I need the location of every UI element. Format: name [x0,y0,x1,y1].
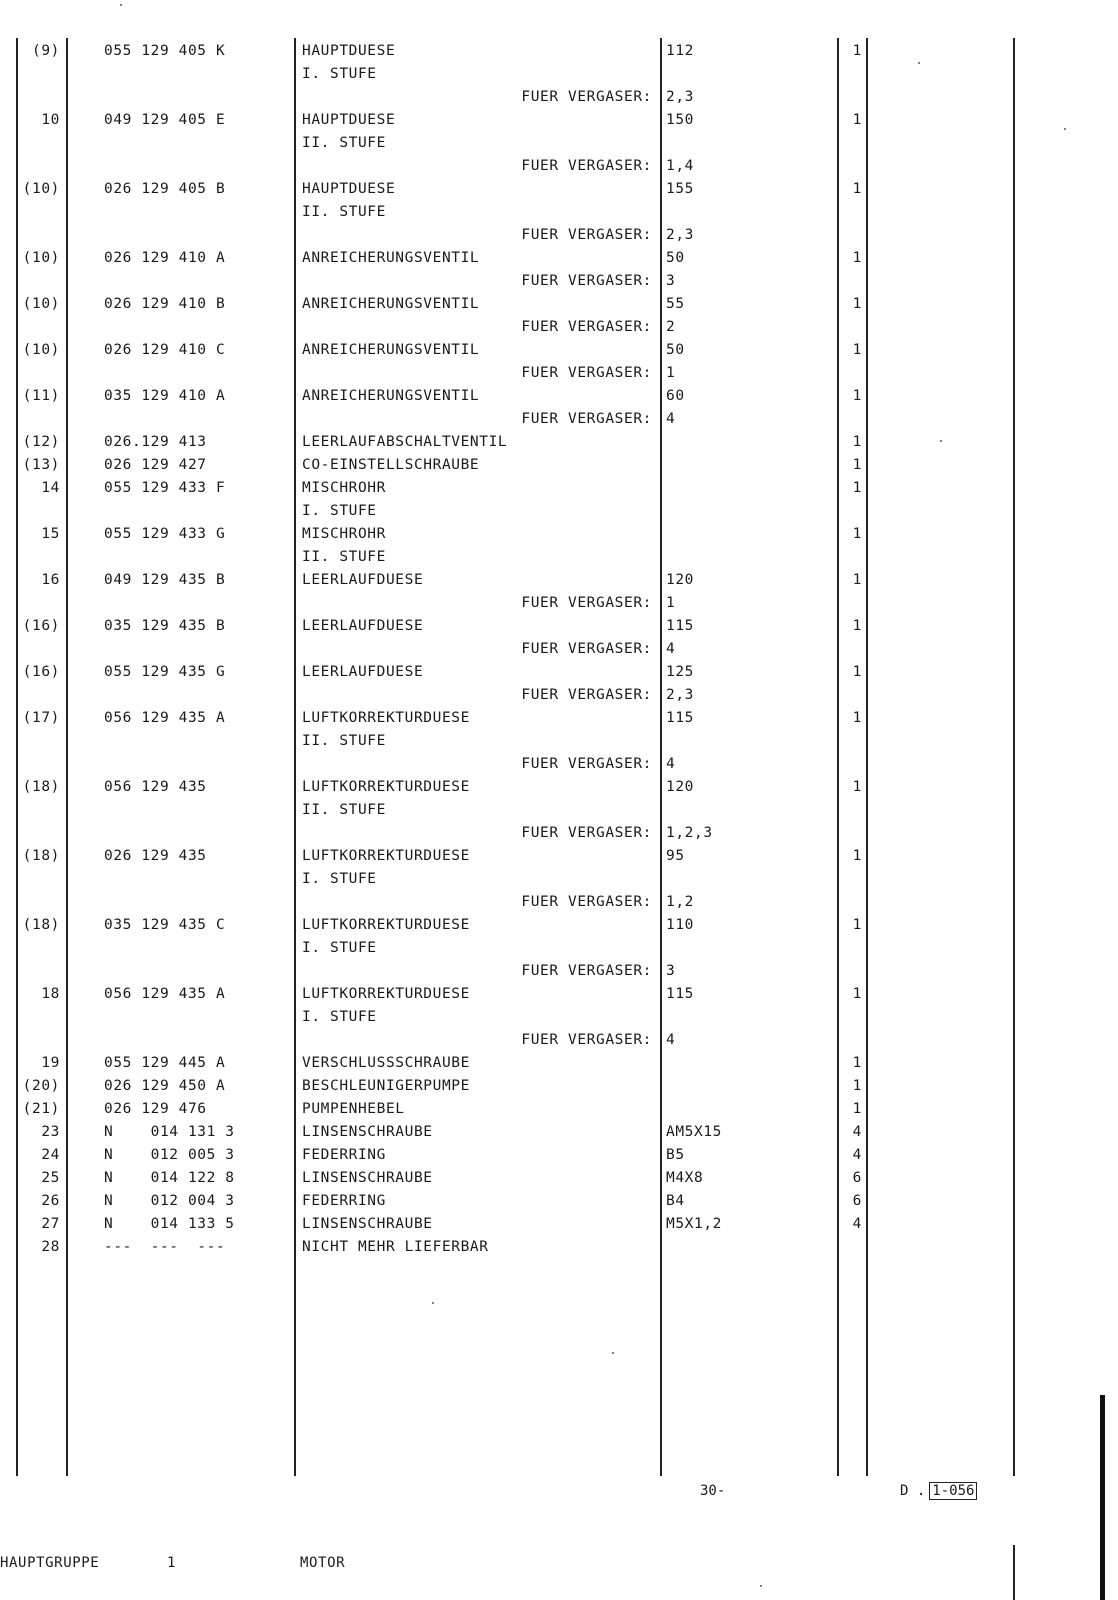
description: LINSENSCHRAUBE [302,1216,433,1232]
description: LEERLAUFABSCHALTVENTIL [302,434,508,450]
size-value: 2,3 [666,89,694,105]
position-number: (9) [32,43,60,59]
table-row [0,914,1040,937]
quantity: 1 [852,986,862,1002]
carburetor-note: FUER VERGASER: [521,319,652,335]
carburetor-note: FUER VERGASER: [521,687,652,703]
quantity: 1 [852,572,862,588]
part-number: 026 129 410 A [104,250,226,266]
position-number: (10) [22,342,60,358]
table-row [0,569,1040,592]
position-number: (10) [22,250,60,266]
size-value: AM5X15 [666,1124,722,1140]
quantity: 4 [852,1216,862,1232]
carburetor-note: FUER VERGASER: [521,365,652,381]
part-number: 049 129 405 E [104,112,226,128]
scan-speck [760,1585,762,1587]
table-row [0,592,1040,615]
quantity: 1 [852,618,862,634]
table-row [0,730,1040,753]
position-number: 24 [41,1147,60,1163]
table-row [0,431,1040,454]
carburetor-note: FUER VERGASER: [521,411,652,427]
page-edge-bar [1100,1395,1105,1600]
carburetor-note: FUER VERGASER: [521,641,652,657]
size-value: 120 [666,572,694,588]
table-row [0,822,1040,845]
part-number: 056 129 435 [104,779,207,795]
scan-speck [612,1352,614,1354]
carburetor-note: FUER VERGASER: [521,756,652,772]
quantity: 1 [852,43,862,59]
description: LUFTKORREKTURDUESE [302,848,470,864]
quantity: 1 [852,664,862,680]
table-row [0,1075,1040,1098]
description: II. STUFE [302,204,386,220]
carburetor-note: FUER VERGASER: [521,894,652,910]
position-number: (20) [22,1078,60,1094]
scan-speck [940,440,942,442]
size-value: 155 [666,181,694,197]
table-row [0,845,1040,868]
description: LEERLAUFDUESE [302,618,424,634]
quantity: 4 [852,1147,862,1163]
description: I. STUFE [302,66,377,82]
quantity: 1 [852,779,862,795]
scan-speck [918,62,920,64]
table-row [0,1213,1040,1236]
quantity: 6 [852,1193,862,1209]
quantity: 1 [852,917,862,933]
table-row [0,339,1040,362]
size-value: 4 [666,756,676,772]
description: ANREICHERUNGSVENTIL [302,250,480,266]
description: ANREICHERUNGSVENTIL [302,342,480,358]
table-row [0,362,1040,385]
size-value: 4 [666,1032,676,1048]
size-value: 120 [666,779,694,795]
table-row [0,1098,1040,1121]
description: LEERLAUFDUESE [302,572,424,588]
table-row [0,1052,1040,1075]
carburetor-note: FUER VERGASER: [521,963,652,979]
table-row [0,960,1040,983]
table-row [0,109,1040,132]
size-value: 1,2 [666,894,694,910]
description: II. STUFE [302,802,386,818]
position-number: (12) [22,434,60,450]
part-number: 026 129 476 [104,1101,207,1117]
description: II. STUFE [302,135,386,151]
carburetor-note: FUER VERGASER: [521,595,652,611]
part-number: --- --- --- [104,1239,226,1255]
description: LUFTKORREKTURDUESE [302,986,470,1002]
description: LEERLAUFDUESE [302,664,424,680]
quantity: 4 [852,1124,862,1140]
table-row [0,1167,1040,1190]
table-row [0,293,1040,316]
description: ANREICHERUNGSVENTIL [302,296,480,312]
table-row [0,868,1040,891]
size-value: 1,2,3 [666,825,713,841]
carburetor-note: FUER VERGASER: [521,273,652,289]
page-code [900,1483,977,1499]
size-value: 1 [666,595,676,611]
carburetor-note: FUER VERGASER: [521,158,652,174]
description: PUMPENHEBEL [302,1101,405,1117]
description: II. STUFE [302,733,386,749]
carburetor-note: FUER VERGASER: [521,825,652,841]
position-number: (10) [22,296,60,312]
quantity: 1 [852,480,862,496]
size-value: 2,3 [666,687,694,703]
quantity: 6 [852,1170,862,1186]
position-number: (21) [22,1101,60,1117]
position-number: 26 [41,1193,60,1209]
position-number: 25 [41,1170,60,1186]
description: FEDERRING [302,1193,386,1209]
part-number: N 012 004 3 [104,1193,235,1209]
part-number: 026 129 410 C [104,342,226,358]
table-row [0,1006,1040,1029]
table-row [0,523,1040,546]
position-number: (10) [22,181,60,197]
size-value: 150 [666,112,694,128]
part-number: 055 129 445 A [104,1055,226,1071]
position-number: (11) [22,388,60,404]
table-row [0,500,1040,523]
table-row [0,776,1040,799]
size-value: 60 [666,388,685,404]
description: VERSCHLUSSSCHRAUBE [302,1055,470,1071]
page-code-prefix: D . [900,1483,926,1499]
main-group-number: 1 [167,1555,177,1571]
quantity: 1 [852,848,862,864]
size-value: 2,3 [666,227,694,243]
position-number: (16) [22,664,60,680]
table-row [0,201,1040,224]
description: FEDERRING [302,1147,386,1163]
position-number: (17) [22,710,60,726]
part-number: N 012 005 3 [104,1147,235,1163]
position-number: (18) [22,848,60,864]
description: BESCHLEUNIGERPUMPE [302,1078,470,1094]
size-value: 115 [666,618,694,634]
table-row [0,1029,1040,1052]
quantity: 1 [852,342,862,358]
position-number: 10 [41,112,60,128]
description: LUFTKORREKTURDUESE [302,779,470,795]
table-row [0,385,1040,408]
part-number: 026 129 435 [104,848,207,864]
position-number: (16) [22,618,60,634]
size-value: 125 [666,664,694,680]
part-number: 055 129 435 G [104,664,226,680]
part-number: 035 129 435 B [104,618,226,634]
part-number: 035 129 435 C [104,917,226,933]
table-row [0,40,1040,63]
table-row [0,1121,1040,1144]
quantity: 1 [852,457,862,473]
table-row [0,799,1040,822]
table-row [0,477,1040,500]
table-row [0,615,1040,638]
size-value: 1,4 [666,158,694,174]
description: I. STUFE [302,940,377,956]
description: MISCHROHR [302,526,386,542]
description: II. STUFE [302,549,386,565]
position-number: 27 [41,1216,60,1232]
position-number: 16 [41,572,60,588]
size-value: 110 [666,917,694,933]
part-number: 026 129 450 A [104,1078,226,1094]
description: HAUPTDUESE [302,112,396,128]
part-number: 056 129 435 A [104,710,226,726]
table-row [0,1144,1040,1167]
description: I. STUFE [302,1009,377,1025]
description: HAUPTDUESE [302,181,396,197]
size-value: 3 [666,273,676,289]
quantity: 1 [852,1055,862,1071]
table-row [0,454,1040,477]
part-number: N 014 133 5 [104,1216,235,1232]
table-row [0,247,1040,270]
position-number: (13) [22,457,60,473]
position-number: 18 [41,986,60,1002]
size-value: 115 [666,710,694,726]
part-number: 049 129 435 B [104,572,226,588]
main-group-name: MOTOR [300,1555,346,1571]
size-value: 1 [666,365,676,381]
size-value: M4X8 [666,1170,704,1186]
table-row [0,155,1040,178]
table-row [0,684,1040,707]
table-row [0,316,1040,339]
size-value: 2 [666,319,676,335]
page-number: 30- [700,1483,726,1499]
quantity: 1 [852,1101,862,1117]
position-number: (18) [22,917,60,933]
part-number: N 014 131 3 [104,1124,235,1140]
table-row [0,707,1040,730]
position-number: 15 [41,526,60,542]
table-row [0,408,1040,431]
table-row [0,638,1040,661]
table-row [0,1190,1040,1213]
size-value: 3 [666,963,676,979]
scan-speck [120,4,122,6]
quantity: 1 [852,710,862,726]
size-value: 4 [666,411,676,427]
scan-speck [1064,128,1066,130]
table-row [0,753,1040,776]
description: ANREICHERUNGSVENTIL [302,388,480,404]
quantity: 1 [852,181,862,197]
table-row [0,86,1040,109]
carburetor-note: FUER VERGASER: [521,1032,652,1048]
table-row [0,937,1040,960]
position-number: 28 [41,1239,60,1255]
carburetor-note: FUER VERGASER: [521,89,652,105]
description: I. STUFE [302,871,377,887]
table-row [0,224,1040,247]
quantity: 1 [852,388,862,404]
part-number: 026 129 410 B [104,296,226,312]
part-number: N 014 122 8 [104,1170,235,1186]
description: MISCHROHR [302,480,386,496]
size-value: 50 [666,250,685,266]
table-row [0,270,1040,293]
part-number: 055 129 433 F [104,480,226,496]
size-value: 4 [666,641,676,657]
part-number: 035 129 410 A [104,388,226,404]
quantity: 1 [852,250,862,266]
part-number: 026 129 405 B [104,181,226,197]
size-value: 55 [666,296,685,312]
carburetor-note: FUER VERGASER: [521,227,652,243]
part-number: 055 129 405 K [104,43,226,59]
size-value: M5X1,2 [666,1216,722,1232]
size-value: B4 [666,1193,685,1209]
quantity: 1 [852,526,862,542]
size-value: 95 [666,848,685,864]
description: LUFTKORREKTURDUESE [302,917,470,933]
table-row [0,178,1040,201]
description: LUFTKORREKTURDUESE [302,710,470,726]
quantity: 1 [852,1078,862,1094]
table-row [0,132,1040,155]
position-number: 23 [41,1124,60,1140]
description: HAUPTDUESE [302,43,396,59]
page-code-box: 1-056 [929,1482,977,1500]
description: NICHT MEHR LIEFERBAR [302,1239,489,1255]
description: I. STUFE [302,503,377,519]
description: LINSENSCHRAUBE [302,1124,433,1140]
table-row [0,983,1040,1006]
part-number: 055 129 433 G [104,526,226,542]
size-value: 50 [666,342,685,358]
position-number: (18) [22,779,60,795]
page-edge-mark [1013,1545,1015,1600]
table-row [0,546,1040,569]
table-row [0,1236,1040,1259]
parts-table [0,40,1040,1259]
size-value: 112 [666,43,694,59]
description: LINSENSCHRAUBE [302,1170,433,1186]
description: CO-EINSTELLSCHRAUBE [302,457,480,473]
part-number: 026.129 413 [104,434,207,450]
table-row [0,63,1040,86]
position-number: 14 [41,480,60,496]
size-value: B5 [666,1147,685,1163]
size-value: 115 [666,986,694,1002]
table-row [0,661,1040,684]
position-number: 19 [41,1055,60,1071]
quantity: 1 [852,434,862,450]
main-group-label: HAUPTGRUPPE [0,1555,100,1571]
table-row [0,891,1040,914]
quantity: 1 [852,296,862,312]
quantity: 1 [852,112,862,128]
part-number: 056 129 435 A [104,986,226,1002]
scan-speck [432,1302,434,1304]
part-number: 026 129 427 [104,457,207,473]
